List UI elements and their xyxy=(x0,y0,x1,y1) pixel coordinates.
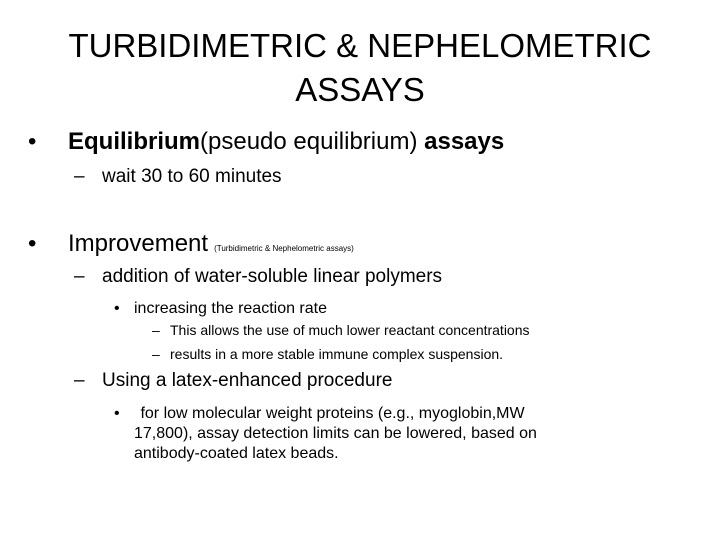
bullet-improvement-label: Improvement xyxy=(68,230,209,257)
bullet-glyph: • xyxy=(28,128,37,155)
sub-bullet-wait xyxy=(74,166,282,188)
detail-lower-concentrations-text: This allows the use of much lower reactant concentrations xyxy=(170,322,530,338)
sub-bullet-polymers xyxy=(74,266,442,288)
bullet-equilibrium-bold: Equilibrium xyxy=(68,128,200,155)
point-lmw-line-2: 17,800), assay detection limits can be lowered, based on xyxy=(134,425,537,442)
bullet-equilibrium xyxy=(28,128,504,156)
bullet-improvement-note: (Turbidimetric & Nephelometric assays) xyxy=(214,244,354,253)
detail-lower-concentrations xyxy=(152,322,530,338)
dash-glyph: – xyxy=(152,346,160,362)
slide-title-line-2: ASSAYS xyxy=(295,71,425,108)
bullet-equilibrium-assays: assays xyxy=(417,128,505,155)
point-lmw-line-1: for low molecular weight proteins (e.g., myoglobin,MW xyxy=(136,405,525,422)
dash-glyph: – xyxy=(74,166,85,187)
detail-stable-suspension xyxy=(152,346,503,362)
dash-glyph: – xyxy=(74,370,85,391)
point-low-molecular-weight xyxy=(114,404,674,464)
slide-title-line-1: TURBIDIMETRIC & NEPHELOMETRIC xyxy=(68,27,652,64)
point-reaction-rate-text: increasing the reaction rate xyxy=(134,300,327,317)
sub-bullet-latex-text: Using a latex-enhanced procedure xyxy=(102,370,393,391)
detail-stable-suspension-text: results in a more stable immune complex suspension. xyxy=(170,346,504,362)
bullet-glyph: • xyxy=(28,230,37,257)
sub-bullet-wait-label: wait 30 to 60 minutes xyxy=(102,166,282,187)
point-reaction-rate xyxy=(114,300,327,318)
dash-glyph: – xyxy=(74,266,85,287)
point-lmw-line-3: antibody-coated latex beads. xyxy=(134,445,339,462)
sub-bullet-latex xyxy=(74,370,392,392)
bullet-improvement xyxy=(28,230,354,258)
bullet-glyph: • xyxy=(114,300,120,317)
dash-glyph: – xyxy=(152,322,160,338)
bullet-equilibrium-paren: (pseudo equilibrium) xyxy=(200,128,418,155)
sub-bullet-polymers-text: addition of water-soluble linear polymers xyxy=(102,266,443,287)
bullet-glyph: • xyxy=(114,405,120,422)
slide-title xyxy=(40,24,680,112)
